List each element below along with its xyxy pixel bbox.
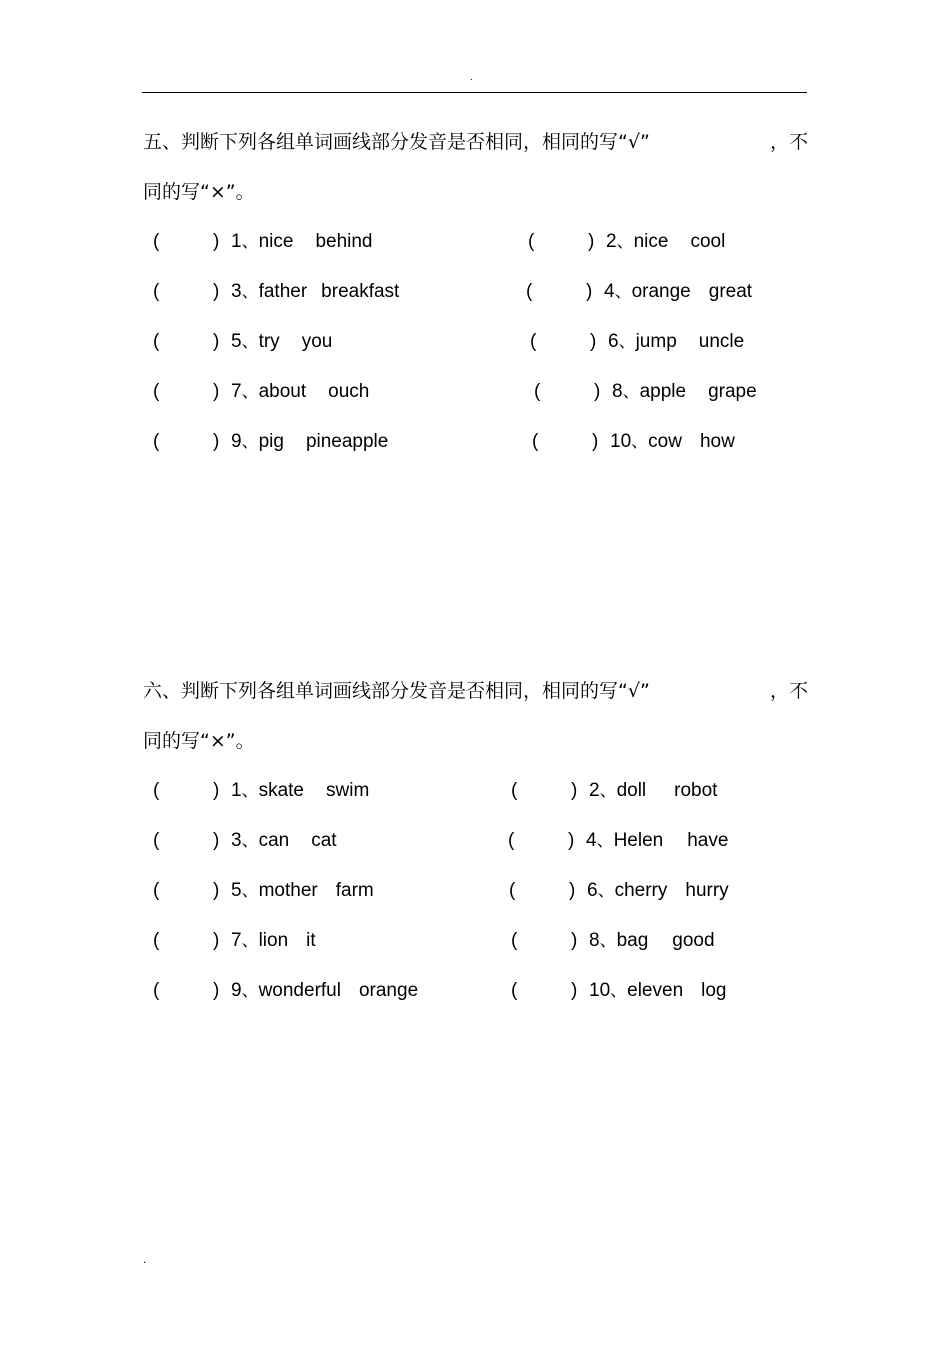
instruction-text: 六、判断下列各组单词画线部分发音是否相同，相同的写“√” (143, 680, 650, 702)
question-list (143, 217, 808, 467)
answer-blank[interactable]: ( (511, 930, 518, 951)
section-instruction (143, 117, 808, 217)
instruction-text-tail: ，不 (769, 680, 808, 702)
question-item: ( ) 3、can cat (153, 816, 337, 866)
question-item: ( ) 2、doll robot (511, 766, 717, 816)
answer-blank[interactable]: ( (153, 331, 160, 352)
answer-blank[interactable]: ( (153, 930, 160, 951)
answer-blank[interactable]: ( (153, 780, 160, 801)
question-item: ( ) 7、lion it (153, 916, 316, 966)
answer-blank[interactable]: ( (532, 431, 539, 452)
question-item: ( ) 2、nice cool (528, 217, 725, 267)
question-item: ( ) 6、jump uncle (530, 317, 744, 367)
question-item: ( ) 10、cow how (532, 417, 735, 467)
answer-blank[interactable]: ( (153, 231, 160, 252)
word: good (672, 930, 715, 951)
question-item: ( ) 10、eleven log (511, 966, 727, 1016)
answer-blank[interactable]: ( (509, 880, 516, 901)
word: grape (708, 381, 757, 402)
word: cow (648, 431, 682, 452)
word: behind (315, 231, 373, 252)
word: try (258, 331, 280, 352)
word: doll (616, 780, 647, 801)
word: hurry (685, 880, 729, 901)
answer-blank[interactable]: ( (153, 381, 160, 402)
answer-blank[interactable]: ( (153, 431, 160, 452)
word: bag (616, 930, 649, 951)
word: orange (358, 980, 419, 1001)
answer-blank[interactable]: ( (511, 980, 518, 1001)
word: cat (311, 830, 337, 851)
word: cherry (614, 880, 668, 901)
question-item: ( ) 1、nice behind (153, 217, 373, 267)
question-item: ( ) 9、wonderful orange (153, 966, 418, 1016)
instruction-text: 五、判断下列各组单词画线部分发音是否相同，相同的写“√” (143, 131, 650, 153)
answer-blank[interactable]: ( (153, 281, 160, 302)
word: pineapple (305, 431, 389, 452)
question-item: ( ) 5、mother farm (153, 866, 374, 916)
word: it (306, 930, 316, 951)
answer-blank[interactable]: ( (153, 880, 160, 901)
word: orange (631, 281, 691, 302)
question-item: ( ) 5、try you (153, 317, 332, 367)
word: lion (258, 930, 289, 951)
question-item: ( ) 4、Helen have (508, 816, 728, 866)
word: jump (635, 331, 677, 352)
answer-blank[interactable]: ( (534, 381, 541, 402)
word: about (258, 381, 307, 402)
question-item: ( ) 6、cherry hurry (509, 866, 729, 916)
question-item: ( ) 8、apple grape (534, 367, 757, 417)
header-dot: . (470, 72, 473, 83)
word: cool (690, 231, 726, 252)
word: uncle (698, 331, 745, 352)
word: can (258, 830, 290, 851)
word: great (708, 281, 753, 302)
word: pig (258, 431, 284, 452)
answer-blank[interactable]: ( (153, 980, 160, 1001)
question-item: ( ) 4、orange great (526, 267, 752, 317)
word: log (701, 980, 727, 1001)
question-item: ( ) 8、bag good (511, 916, 715, 966)
question-item: ( ) 3、father breakfast (153, 267, 399, 317)
answer-blank[interactable]: ( (530, 331, 537, 352)
word: apple (639, 381, 687, 402)
question-item: ( ) 1、skate swim (153, 766, 369, 816)
answer-blank[interactable]: ( (153, 830, 160, 851)
word: robot (674, 780, 718, 801)
word: skate (258, 780, 304, 801)
word: mother (258, 880, 318, 901)
instruction-text-tail: ，不 (769, 131, 808, 153)
word: nice (258, 231, 294, 252)
word: farm (335, 880, 374, 901)
question-list (143, 766, 808, 1016)
answer-blank[interactable]: ( (528, 231, 535, 252)
instruction-text-line2: 同的写“×”。 (143, 730, 255, 752)
word: swim (326, 780, 370, 801)
question-item: ( ) 9、pig pineapple (153, 417, 388, 467)
word: have (687, 830, 729, 851)
word: nice (633, 231, 669, 252)
header-rule (142, 92, 807, 93)
word: Helen (613, 830, 664, 851)
word: eleven (627, 980, 684, 1001)
footer-dot: . (143, 1252, 147, 1266)
word: father (258, 281, 308, 302)
question-item: ( ) 7、about ouch (153, 367, 369, 417)
word: how (699, 431, 735, 452)
instruction-text-line2: 同的写“×”。 (143, 181, 255, 203)
exercise-section-6 (143, 666, 808, 1016)
word: breakfast (321, 281, 400, 302)
answer-blank[interactable]: ( (526, 281, 533, 302)
word: ouch (328, 381, 370, 402)
section-instruction (143, 666, 808, 766)
word: wonderful (258, 980, 341, 1001)
word: you (301, 331, 333, 352)
exercise-section-5 (143, 117, 808, 467)
answer-blank[interactable]: ( (508, 830, 515, 851)
answer-blank[interactable]: ( (511, 780, 518, 801)
